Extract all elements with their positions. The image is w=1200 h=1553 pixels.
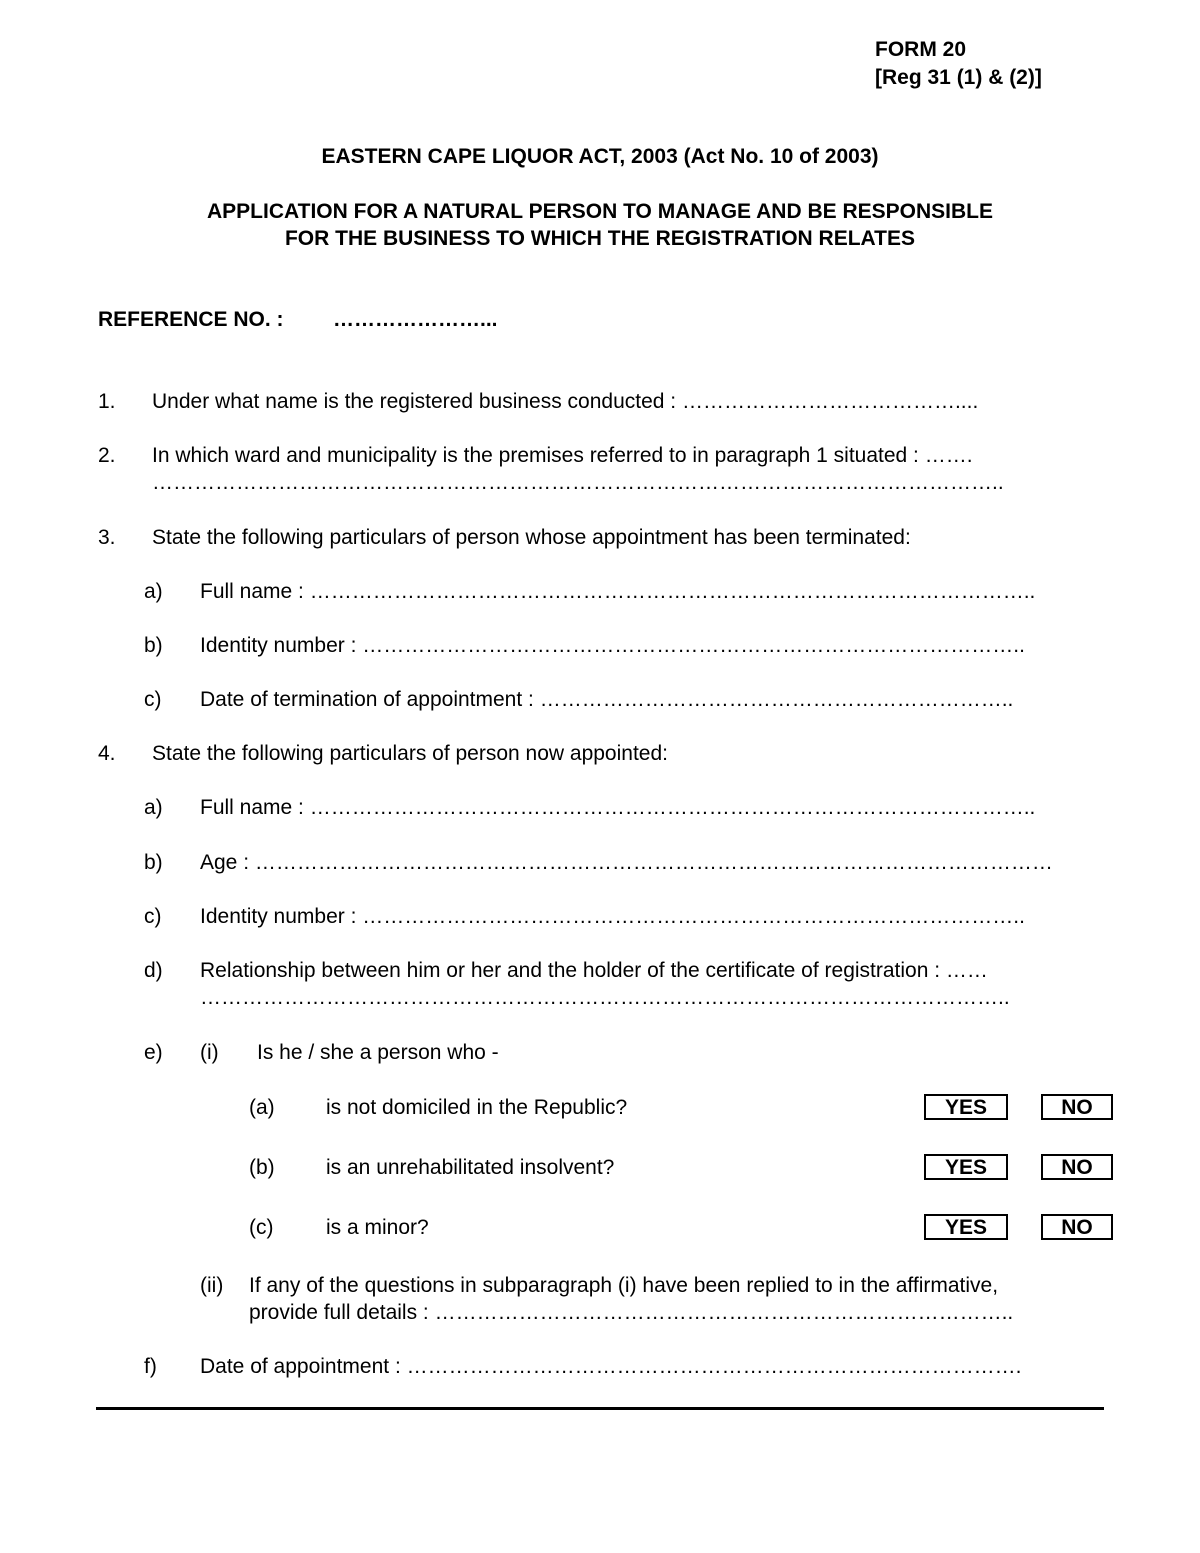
question-appointed-person-heading: State the following particulars of person now appointed:: [152, 742, 668, 765]
eligibility-item-label: (c): [249, 1216, 274, 1239]
reference-label: REFERENCE NO. :: [98, 308, 284, 331]
eligibility-question-heading: Is he / she a person who -: [257, 1041, 499, 1064]
appointed-full-name-field[interactable]: Full name : …………………………………………………………………………………………..: [200, 796, 1036, 819]
yes-checkbox[interactable]: YES: [924, 1214, 1008, 1240]
application-title-line2: FOR THE BUSINESS TO WHICH THE REGISTRATION RELATES: [284, 227, 916, 250]
sub-item-letter: d): [144, 959, 163, 982]
application-title-line1: APPLICATION FOR A NATURAL PERSON TO MANAGE AND BE RESPONSIBLE: [207, 200, 993, 223]
appointed-age-field[interactable]: Age : ……………………………………………………………………………………………………: [200, 851, 1053, 874]
sub-sub-item-label: (i): [200, 1041, 219, 1064]
regulation-reference: [Reg 31 (1) & (2)]: [875, 66, 1042, 89]
sub-item-letter: c): [144, 688, 162, 711]
eligibility-item-label: (b): [249, 1156, 275, 1179]
eligibility-item-label: (a): [249, 1096, 275, 1119]
sub-item-letter: e): [144, 1041, 163, 1064]
sub-item-letter: b): [144, 634, 163, 657]
sub-item-letter: b): [144, 851, 163, 874]
question-number: 1.: [98, 390, 116, 413]
eligibility-question-domicile: is not domiciled in the Republic?: [326, 1096, 628, 1119]
question-business-name[interactable]: Under what name is the registered business conducted : …………………………………....: [152, 390, 979, 413]
question-number: 2.: [98, 444, 116, 467]
sub-sub-item-label: (ii): [200, 1274, 224, 1297]
appointment-date-field[interactable]: Date of appointment : …………………………………………………………………………….: [200, 1355, 1022, 1378]
terminated-identity-number-field[interactable]: Identity number : …………………………………………………………………………………..: [200, 634, 1025, 657]
relationship-field-continuation[interactable]: ……………………………………………………………………………………………………..: [200, 986, 1010, 1009]
sub-item-letter: a): [144, 796, 163, 819]
no-checkbox[interactable]: NO: [1041, 1094, 1113, 1120]
relationship-field[interactable]: Relationship between him or her and the holder of the certificate of registration : ……: [200, 959, 988, 982]
termination-date-field[interactable]: Date of termination of appointment : …………………………………………………………..: [200, 688, 1014, 711]
question-ward-municipality-continuation[interactable]: …………………………………………………………………………………………………………..: [152, 471, 1004, 494]
eligibility-question-insolvent: is an unrehabilitated insolvent?: [326, 1156, 615, 1179]
yes-checkbox[interactable]: YES: [924, 1094, 1008, 1120]
no-checkbox[interactable]: NO: [1041, 1154, 1113, 1180]
appointed-identity-number-field[interactable]: Identity number : …………………………………………………………………………………..: [200, 905, 1025, 928]
reference-field[interactable]: …………………...: [333, 308, 498, 331]
bottom-divider: [96, 1407, 1104, 1410]
affirmative-details-field[interactable]: provide full details : ………………………………………………………………………..: [249, 1301, 1014, 1324]
act-title: EASTERN CAPE LIQUOR ACT, 2003 (Act No. 10 of 2003): [321, 145, 879, 168]
sub-item-letter: f): [144, 1355, 157, 1378]
question-ward-municipality[interactable]: In which ward and municipality is the premises referred to in paragraph 1 situated : …….: [152, 444, 973, 467]
form-number: FORM 20: [875, 38, 967, 61]
question-number: 4.: [98, 742, 116, 765]
terminated-full-name-field[interactable]: Full name : …………………………………………………………………………………………..: [200, 580, 1036, 603]
question-terminated-person-heading: State the following particulars of person whose appointment has been terminated:: [152, 526, 911, 549]
sub-item-letter: a): [144, 580, 163, 603]
eligibility-question-minor: is a minor?: [326, 1216, 429, 1239]
sub-item-letter: c): [144, 905, 162, 928]
yes-checkbox[interactable]: YES: [924, 1154, 1008, 1180]
no-checkbox[interactable]: NO: [1041, 1214, 1113, 1240]
question-number: 3.: [98, 526, 116, 549]
affirmative-details-prompt: If any of the questions in subparagraph (i) have been replied to in the affirmative,: [249, 1274, 999, 1297]
